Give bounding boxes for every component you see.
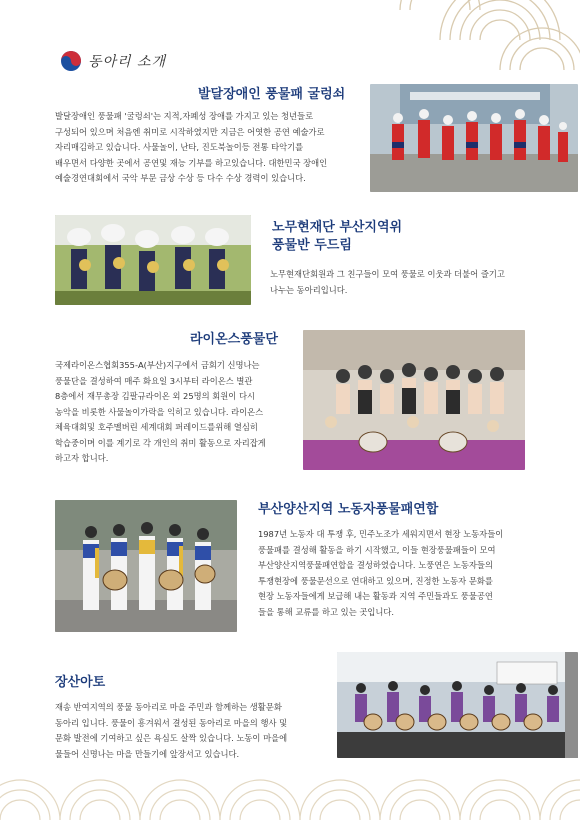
body-line: 학습중이며 이를 계기로 각 개인의 취미 활동으로 자리잡게 xyxy=(55,437,266,448)
body-line: 하고자 합니다. xyxy=(55,453,109,463)
body-line: 풍물패를 결성해 활동을 하기 시작했고, 이들 현장풍물패들이 모여 xyxy=(258,544,496,555)
body-line: 자리매김하고 있습니다. 사물놀이, 난타, 진도북놀이등 전통 타악기를 xyxy=(55,142,304,152)
body-line: 농악을 비롯한 사물놀이가락을 익히고 있습니다. 라이온스 xyxy=(55,406,264,417)
section-body-nomuhyun xyxy=(270,267,570,298)
body-line: 발달장애인 풍물패 '굴렁쇠'는 지적,자폐성 장애를 가지고 있는 청년들로 xyxy=(55,111,314,121)
body-line: 물들어 신명나는 마을 만들기에 앞장서고 있습니다. xyxy=(55,748,240,759)
page-header xyxy=(60,50,166,72)
section-title-jangsan: 장산아토 xyxy=(55,675,106,690)
section-body-lions xyxy=(55,358,295,467)
body-line: 문화 발전에 기여하고 싶은 욕심도 살짝 있습니다. 노동이 마을에 xyxy=(55,733,288,743)
section-title-nomuhyun xyxy=(272,219,402,255)
body-line: 국제라이온스협회355-A(부산)지구에서 금회기 신명나는 xyxy=(55,360,260,370)
bottom-wave-decoration xyxy=(0,770,580,820)
body-line: 체육대회및 호주멜버린 세계대회 퍼레이드를위해 열심히 xyxy=(55,422,258,432)
body-line: 나누는 동아리입니다. xyxy=(270,284,348,295)
body-line: 예술경연대회에서 국악 부문 금상 수상 등 다수 수상 경력이 있습니다. xyxy=(55,173,306,183)
taeguk-icon xyxy=(60,50,82,72)
drummers-hanbok-photo xyxy=(55,500,237,632)
body-line: 부산양산지역풍물패연합을 결성하였습니다. 노풍연은 노동자들의 xyxy=(258,560,493,570)
group-indoor-photo xyxy=(303,330,525,470)
section-title-labor: 부산양산지역 노동자풍물패연합 xyxy=(258,502,439,517)
body-line: 풍물단을 결성하여 매주 화요일 3시부터 라이온스 별관 xyxy=(55,375,253,386)
section-body-gulreongsoe xyxy=(55,109,355,187)
body-line: 1987년 노동자 대 투쟁 후, 민주노조가 세워지면서 현장 노동자들이 xyxy=(258,529,504,539)
body-line: 노무현재단회원과 그 친구들이 모여 풍물로 이웃과 더불어 즐기고 xyxy=(270,269,505,279)
title-line: 노무현재단 부산지역위 xyxy=(272,220,403,235)
body-line: 투쟁현장에 풍물문선으로 연대하고 있으며, 진정한 노동자 문화를 xyxy=(258,575,493,586)
section-title-gulreongsoe: 발달장애인 풍물패 굴렁쇠 xyxy=(198,87,346,102)
section-title-lions: 라이온스풍물단 xyxy=(190,332,278,347)
section-body-labor xyxy=(258,527,576,620)
body-line: 8층에서 재무총장 김팔규라이온 외 25명의 회원이 다시 xyxy=(55,391,255,401)
body-line: 구성되어 있으며 처음엔 취미로 시작하였지만 지금은 어엿한 공연 예술가로 xyxy=(55,126,325,137)
stage-drum-performance-photo xyxy=(337,652,578,758)
header-title: 동아리 소개 xyxy=(88,54,167,70)
section-body-jangsan xyxy=(55,700,325,762)
body-line: 동아리 입니다. 풍물이 흥겨워서 결성된 동아리로 마을의 행사 및 xyxy=(55,717,288,728)
body-line: 현장 노동자들에게 보급해 내는 활동과 지역 주민들과도 풍물공연 xyxy=(258,591,493,601)
body-line: 배우면서 다양한 곳에서 공연및 재능 기부를 하고있습니다. 대한민국 장애인 xyxy=(55,157,328,168)
outdoor-performance-photo xyxy=(370,84,578,192)
body-line: 들을 통해 교류를 하고 있는 곳입니다. xyxy=(258,606,395,617)
body-line: 재송 반여지역의 풍물 동아리로 마을 주민과 함께하는 생활문화 xyxy=(55,702,282,712)
sangmo-dancers-photo xyxy=(55,215,251,305)
title-line: 풍물반 두드림 xyxy=(272,238,352,253)
